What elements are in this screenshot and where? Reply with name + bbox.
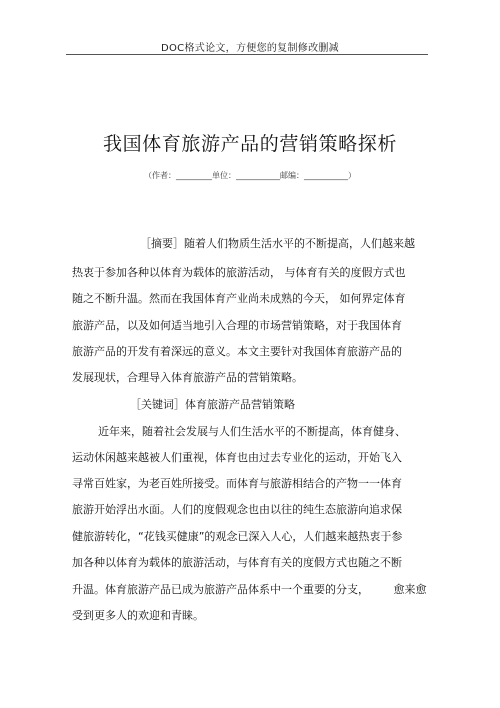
body-line: 寻常百姓家，为老百姓所接受。而体育与旅游相结合的产物一一体育 — [72, 477, 402, 490]
abstract-line: 旅游产品的开发有着深远的意义。本文主要针对我国体育旅游产品的 — [72, 345, 402, 358]
body-line: 加各种以体育为载体的旅游活动，与体育有关的度假方式也随之不断 — [72, 556, 402, 569]
body-line: 升温。体育旅游产品已成为旅游产品体系中一个重要的分支， 愈来愈 — [72, 583, 427, 596]
body-line: 旅游开始浮出水面。人们的度假观念也由以往的纯生态旅游向追求保 — [72, 503, 402, 516]
body-line: 运动休闲越来越被人们重视，体育也由过去专业化的运动，开始飞入 — [72, 451, 402, 464]
abstract-line: 发展现状，合理导入体育旅游产品的营销策略。 — [72, 371, 303, 384]
author-line: （作者：_________单位：___________邮编：___________） — [144, 171, 356, 180]
header-note: DOC格式论文，方便您的复制修改删减 — [161, 43, 339, 54]
keywords-line: ［关键词］体育旅游产品营销策略 — [130, 398, 295, 411]
body-line: 近年来，随着社会发展与人们生活水平的不断提高，体育健身、 — [98, 425, 406, 438]
abstract-line: 旅游产品，以及如何适当地引入合理的市场营销策略，对于我国体育 — [72, 319, 402, 332]
abstract-line: ［摘要］随着人们物质生活水平的不断提高，人们越来越 — [140, 237, 415, 250]
abstract-line: 热衷于参加各种以体育为载体的旅游活动， 与体育有关的度假方式也 — [72, 266, 406, 279]
body-line: 受到更多人的欢迎和青睐。 — [72, 609, 204, 622]
document-title: 我国体育旅游产品的营销策略探析 — [102, 133, 397, 155]
header-divider — [66, 54, 428, 55]
body-line: 健旅游转化，“花钱买健康”的观念已深入人心，人们越来越热衷于参 — [72, 530, 403, 543]
abstract-line: 随之不断升温。然而在我国体育产业尚未成熟的今天， 如何界定体育 — [72, 292, 406, 305]
